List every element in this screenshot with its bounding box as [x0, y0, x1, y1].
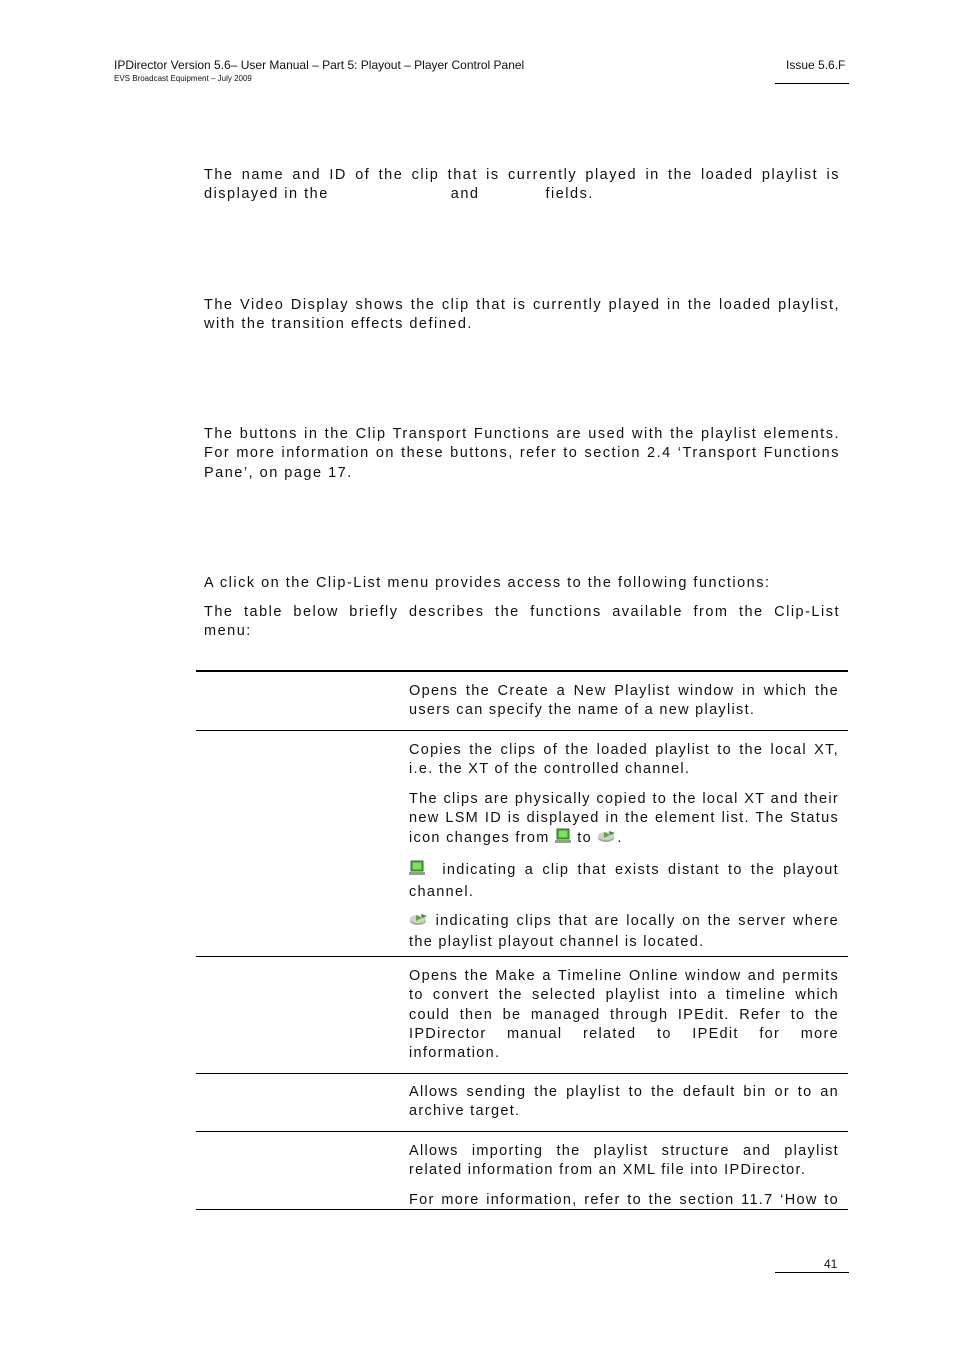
- table-row-make-timeline: [409, 967, 839, 1063]
- clip-name-paragraph: [204, 166, 840, 205]
- table-intro-paragraph: The table below briefly describes the functions available from the Clip-List menu:: [204, 604, 840, 640]
- transport-paragraph: The buttons in the Clip Transport Functions are used with the playlist elements. For more information on these buttons, refer to section 2.4 ‘Transport Functions Pane’, on page 17.: [204, 426, 840, 481]
- table-row-copy-local: [409, 741, 839, 953]
- row-copy-desc-2: The clips are physically copied to the local XT and their new LSM ID is displayed in the element list. The Status icon changes from to .: [409, 790, 839, 851]
- clip-name-text-b: and: [450, 186, 480, 203]
- row-import-desc-2: For more information, refer to the section 11.7 ‘How to: [409, 1191, 839, 1208]
- local-clip-icon: [409, 913, 429, 933]
- menu-access-paragraph: A click on the Clip-List menu provides access to the following functions:: [204, 575, 771, 591]
- table-row-send-to: [409, 1083, 839, 1122]
- row-copy-desc-1: Copies the clips of the loaded playlist to the local XT, i.e. the XT of the controlled channel.: [409, 742, 839, 778]
- table-row-divider: [196, 1073, 848, 1074]
- table-row-divider: [196, 956, 848, 957]
- clip-name-text-c: fields.: [545, 186, 594, 203]
- footer-rule: [775, 1272, 849, 1273]
- table-row-divider: [196, 730, 848, 731]
- clip-name-text-a: displayed in the: [204, 186, 329, 203]
- header-rule: [775, 83, 849, 84]
- table-row-divider: [196, 1131, 848, 1132]
- table-top-rule: [196, 670, 848, 672]
- table-row-new-playlist: [409, 682, 839, 721]
- row-new-playlist-desc: Opens the Create a New Playlist window in which the users can specify the name of a new playlist.: [409, 683, 839, 719]
- header-issue: Issue 5.6.F: [786, 58, 846, 72]
- page-number: 41: [824, 1257, 838, 1271]
- distant-clip-icon: [555, 828, 572, 850]
- row-import-desc-1: Allows importing the playlist structure and playlist related information from an XML file into IPDirector.: [409, 1143, 839, 1179]
- row-timeline-desc: Opens the Make a Timeline Online window and permits to convert the selected playlist into a timeline which could then be managed through IPEdit. Refer to the IPDirector manual related to IPEdit for more information.: [409, 968, 839, 1062]
- distant-clip-icon: [409, 860, 426, 882]
- local-clip-icon: [597, 830, 617, 850]
- table-bottom-rule: [196, 1209, 848, 1210]
- row-copy-desc-4: indicating clips that are locally on the server where the playlist playout channel is located.: [409, 913, 839, 951]
- header-subtitle: EVS Broadcast Equipment – July 2009: [114, 74, 252, 83]
- row-copy-desc-3: indicating a clip that exists distant to the playout channel.: [409, 862, 839, 900]
- table-row-import-xml: [409, 1142, 839, 1210]
- video-display-paragraph: The Video Display shows the clip that is currently played in the loaded playlist, with the transition effects defined.: [204, 297, 840, 333]
- clip-name-line-1: The name and ID of the clip that is currently played in the loaded playlist is: [204, 167, 840, 183]
- clip-name-line-2: [204, 185, 840, 204]
- header-title: IPDirector Version 5.6– User Manual – Part 5: Playout – Player Control Panel: [114, 58, 525, 72]
- row-send-desc: Allows sending the playlist to the default bin or to an archive target.: [409, 1084, 839, 1120]
